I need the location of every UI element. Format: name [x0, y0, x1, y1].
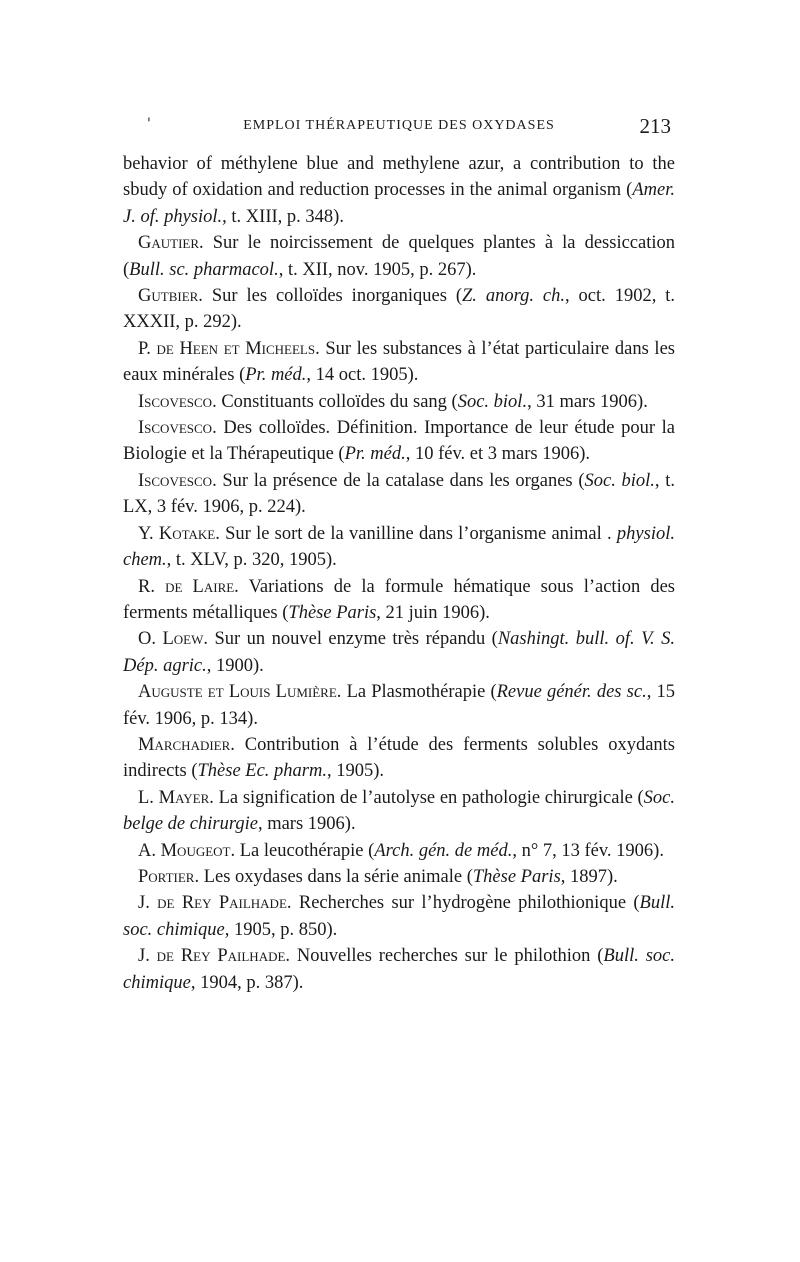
entry-author: P. de Heen et Micheels. — [138, 338, 320, 359]
entry-details: , t. XLV, p. 320, 1905). — [166, 550, 337, 571]
bibliography-entry — [123, 890, 675, 943]
entry-details: , t. XII, nov. 1905, p. 267). — [278, 259, 477, 280]
entry-text: Sur le noircissement de quelques plantes à la dessiccation ( — [123, 233, 675, 280]
entry-details: , 21 juin 1906). — [376, 602, 490, 623]
entry-journal: Pr. méd. — [344, 444, 406, 465]
entry-journal: Soc. belge de chirurgie — [123, 787, 675, 835]
entry-details: , mars 1906). — [257, 814, 356, 835]
entry-details: , t. LX, 3 fév. 1906, p. 224). — [123, 470, 675, 518]
bibliography-entry — [123, 151, 675, 230]
bibliography-entry — [123, 574, 675, 627]
entry-text: Sur les substances à l’état particulaire dans les eaux minérales ( — [123, 338, 675, 386]
entry-journal: Nashingt. bull. of. V. S. Dép. agric. — [123, 629, 675, 676]
entry-text: behavior of méthylene blue and methylene azur, a contribution to the sbudy of oxidation and reduction processes in the animal organism ( — [123, 154, 675, 201]
entry-journal: Bull. sc. pharmacol. — [129, 259, 279, 280]
entry-journal: Pr. méd. — [245, 365, 307, 386]
entry-details: , 1905). — [326, 761, 385, 782]
entry-author: Y. Kotake. — [138, 523, 220, 544]
entry-journal: Soc. biol. — [584, 470, 655, 491]
bibliography-entry — [123, 521, 675, 574]
entry-author: R. de Laire. — [138, 576, 239, 597]
entry-details: , 14 oct. 1905). — [306, 365, 419, 386]
entry-journal: physiol. chem. — [123, 523, 675, 571]
bibliography-entry — [123, 864, 675, 890]
entry-author: Iscovesco. — [138, 391, 217, 412]
entry-text: Sur les colloïdes inorganiques ( — [202, 286, 462, 307]
entry-details: , 1905, p. 850). — [224, 919, 338, 940]
entry-author: Gautier. — [138, 233, 204, 254]
bibliography-entry — [123, 230, 675, 283]
entry-details: , 10 fév. et 3 mars 1906). — [405, 444, 591, 465]
entry-author: Iscovesco. — [138, 470, 217, 491]
entry-details: , oct. 1902, t. XXXII, p. 292). — [123, 286, 676, 333]
page-number: 213 — [639, 114, 671, 138]
entry-text: Nouvelles recherches sur le philothion ( — [290, 946, 604, 967]
entry-text: Recherches sur l’hydrogène philothionique ( — [291, 893, 640, 914]
entry-journal: Thèse Paris — [288, 602, 377, 623]
running-header — [123, 114, 675, 144]
entry-text: La Plasmothérapie ( — [341, 682, 497, 703]
bibliography-entry — [123, 415, 675, 468]
entry-details: , t. XIII, p. 348). — [222, 206, 344, 227]
entry-journal: Z. anorg. ch. — [462, 286, 565, 307]
bibliography-entry — [123, 626, 675, 679]
entry-author: A. Mougeot. — [138, 840, 236, 861]
entry-text: Les oxydases dans la série animale ( — [199, 866, 473, 887]
entry-author: L. Mayer. — [138, 787, 214, 808]
entry-journal: Revue génér. des sc. — [496, 682, 647, 703]
bibliography-entry — [123, 389, 675, 415]
bibliography-entry — [123, 838, 675, 864]
entry-details: , 15 fév. 1906, p. 134). — [123, 682, 675, 729]
entry-author: Iscovesco. — [138, 418, 217, 439]
entry-journal: Arch. gén. de méd. — [374, 840, 513, 861]
entry-text: Constituants colloïdes du sang ( — [216, 391, 458, 412]
entry-journal: Thèse Paris — [472, 866, 561, 887]
entry-author: Marchadier. — [138, 734, 235, 755]
header-mark: ' — [147, 116, 151, 132]
entry-journal: Soc. biol. — [457, 391, 528, 412]
entry-author: Portier. — [138, 866, 200, 887]
entry-text: Sur un nouvel enzyme très répandu ( — [207, 629, 498, 650]
entry-journal: Bull. soc. chimique — [123, 893, 675, 940]
entry-journal: Thèse Ec. pharm. — [197, 761, 327, 782]
entry-details: , 1904, p. 387). — [190, 972, 304, 993]
bibliography-entry — [123, 336, 675, 389]
entry-text: Variations de la formule hématique sous l’action des ferments métalliques ( — [123, 576, 675, 623]
bibliography-entry — [123, 283, 675, 336]
bibliography-entry — [123, 732, 675, 785]
entry-details: , 1897). — [560, 866, 618, 887]
entry-text: Contribution à l’étude des ferments solubles oxydants indirects ( — [123, 734, 675, 782]
entry-text: La signification de l’autolyse en pathologie chirurgicale ( — [213, 787, 644, 808]
entry-details: , n° 7, 13 fév. 1906). — [512, 840, 664, 861]
bibliography-list — [123, 151, 675, 996]
entry-details: , 1900). — [206, 655, 264, 676]
entry-author: Gutbier. — [138, 286, 203, 307]
entry-author: J. de Rey Pailhade. — [138, 893, 292, 914]
entry-details: , 31 mars 1906). — [527, 391, 648, 412]
running-title: EMPLOI THÉRAPEUTIQUE DES OXYDASES — [243, 118, 555, 133]
bibliography-entry — [123, 679, 675, 732]
bibliography-entry — [123, 468, 675, 521]
entry-author: Auguste et Louis Lumière. — [138, 682, 342, 703]
bibliography-entry — [123, 785, 675, 838]
entry-text: Sur la présence de la catalase dans les organes ( — [216, 470, 585, 491]
entry-text: Des colloïdes. Définition. Importance de leur étude pour la Biologie et la Thérapeutique ( — [123, 418, 675, 465]
entry-text: Sur le sort de la vanilline dans l’organisme animal . — [219, 523, 617, 544]
bibliography-entry — [123, 943, 675, 996]
entry-text: La leucothérapie ( — [235, 840, 375, 861]
entry-journal: Amer. J. of. physiol. — [123, 180, 675, 227]
entry-author: J. de Rey Pailhade. — [138, 946, 291, 967]
entry-author: O. Loew. — [138, 629, 208, 650]
entry-journal: Bull. soc. chimique — [123, 946, 675, 993]
